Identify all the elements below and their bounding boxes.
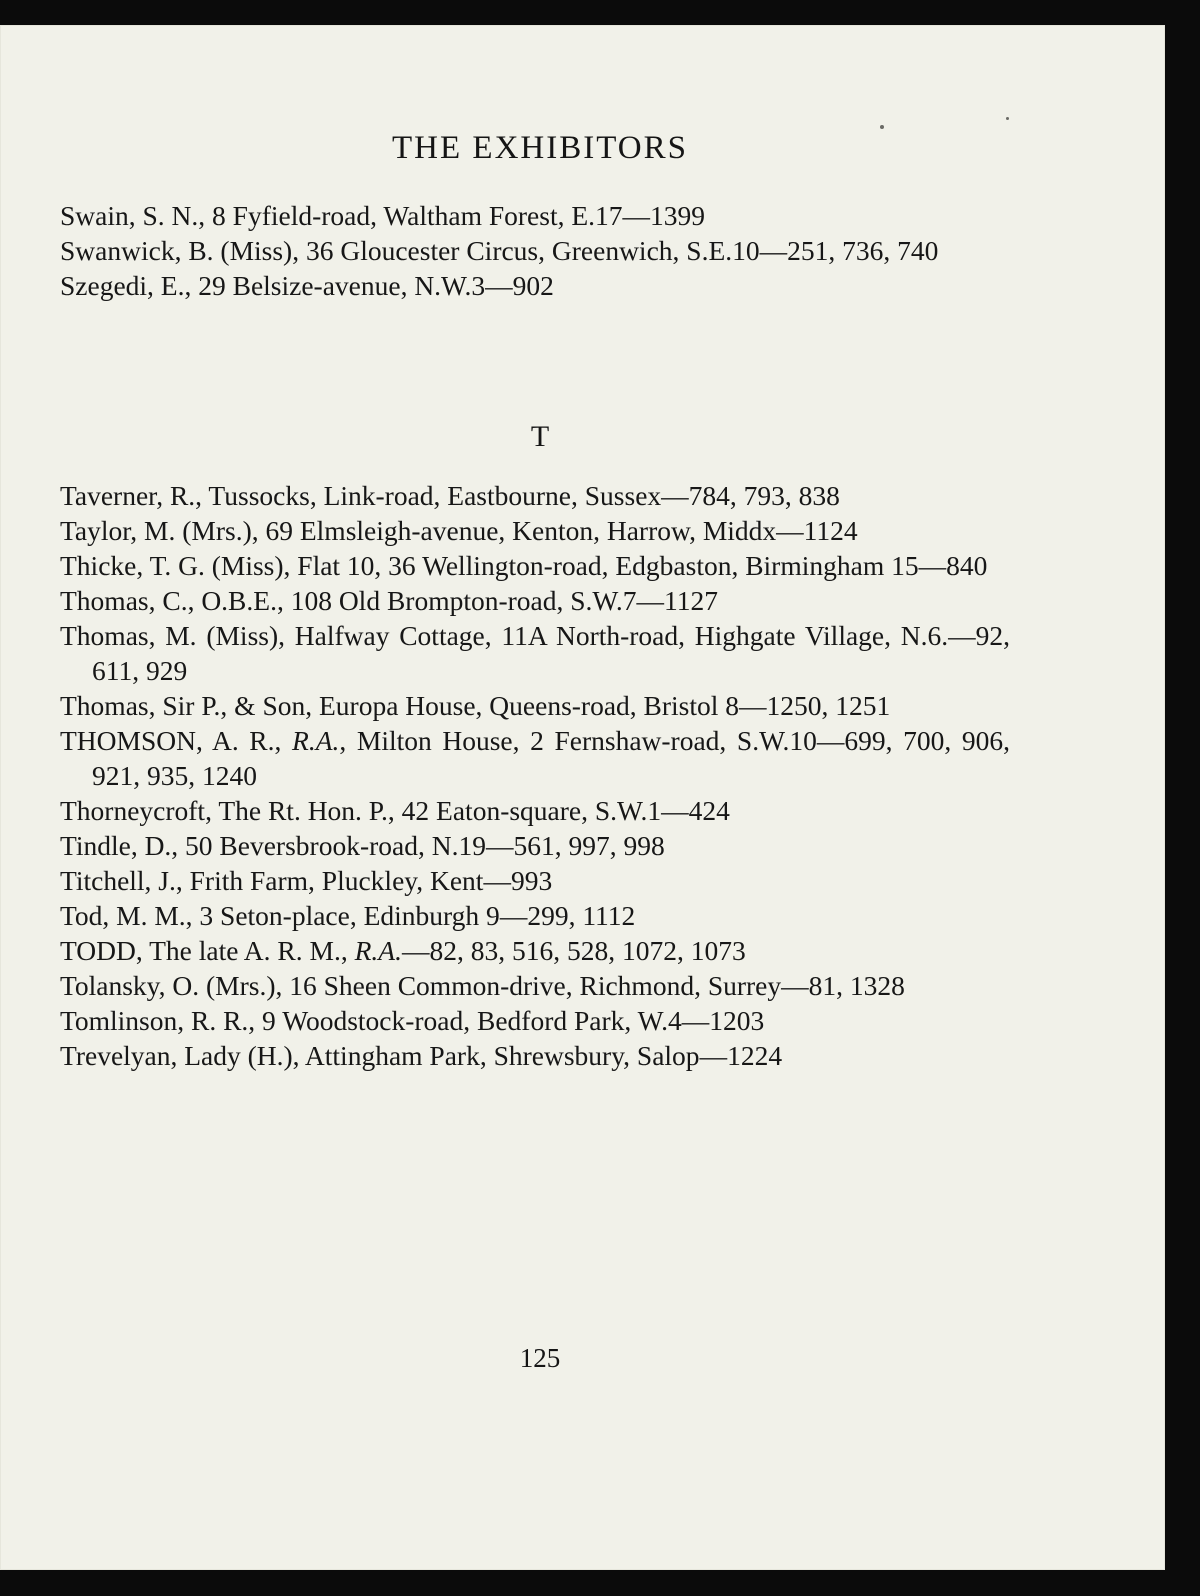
print-speck <box>880 125 884 129</box>
exhibitor-name-address: Thomas, M. (Miss), Halfway Cottage, 11A North-road, Highgate Village, N.6. <box>60 620 949 651</box>
exhibitor-entry <box>60 968 1010 1003</box>
exhibitor-list-t <box>60 478 1010 1073</box>
exhibitor-name-address: Titchell, J., Frith Farm, Pluckley, Kent <box>60 865 484 896</box>
exhibitor-entry <box>60 548 1010 583</box>
catalogue-numbers: —902 <box>485 270 554 301</box>
exhibitor-name-address: Thorneycroft, The Rt. Hon. P., 42 Eaton-square, S.W.1 <box>60 795 662 826</box>
exhibitor-entry <box>60 478 1010 513</box>
exhibitor-entry <box>60 898 1010 933</box>
catalogue-numbers: —92, 611, 929 <box>92 620 1010 686</box>
exhibitor-name-address: Tolansky, O. (Mrs.), 16 Sheen Common-drive, Richmond, Surrey <box>60 970 782 1001</box>
exhibitor-name-address: Thicke, T. G. (Miss), Flat 10, 36 Wellington-road, Edgbaston, Birmingham 15 <box>60 550 919 581</box>
exhibitor-entry <box>60 583 1010 618</box>
section-letter: T <box>530 420 550 453</box>
exhibitor-name-address: TODD, The late A. R. M., <box>60 935 355 966</box>
catalogue-numbers: —993 <box>483 865 553 896</box>
page-title: THE EXHIBITORS <box>392 130 688 166</box>
academician-designation: R.A. <box>292 725 340 756</box>
exhibitor-name-address: Thomas, Sir P., & Son, Europa House, Queens-road, Bristol 8 <box>60 690 740 721</box>
catalogue-numbers: —699, 700, 906, 921, 935, 1240 <box>92 725 1010 791</box>
academician-designation: R.A. <box>354 935 402 966</box>
catalogue-numbers: —1250, 1251 <box>739 690 891 721</box>
exhibitor-entry <box>60 793 1010 828</box>
catalogue-numbers: —1399 <box>622 200 706 231</box>
exhibitor-entry <box>60 688 1010 723</box>
exhibitor-entry <box>60 1038 1010 1073</box>
exhibitor-list-s <box>60 198 1010 303</box>
exhibitor-name-address: Swain, S. N., 8 Fyfield-road, Waltham Forest, E.17 <box>60 200 623 231</box>
exhibitor-name-address: THOMSON, A. R., <box>60 725 293 756</box>
exhibitor-entry <box>60 268 1010 303</box>
catalogue-numbers: —1203 <box>681 1005 765 1036</box>
exhibitor-address: , Milton House, 2 Fernshaw-road, S.W.10 <box>339 725 817 756</box>
exhibitor-entry <box>60 933 1010 968</box>
exhibitor-name-address: Tomlinson, R. R., 9 Woodstock-road, Bedford Park, W.4 <box>60 1005 682 1036</box>
exhibitor-name-address: Tindle, D., 50 Beversbrook-road, N.19 <box>60 830 486 861</box>
page-number: 125 <box>519 1343 561 1373</box>
exhibitor-entry <box>60 828 1010 863</box>
catalogue-numbers: —1127 <box>636 585 718 616</box>
exhibitor-entry <box>60 513 1010 548</box>
exhibitor-name-address: Thomas, C., O.B.E., 108 Old Brompton-road, S.W.7 <box>60 585 637 616</box>
exhibitor-entry <box>60 198 1010 233</box>
exhibitor-name-address: Taylor, M. (Mrs.), 69 Elmsleigh-avenue, Kenton, Harrow, Middx <box>60 515 777 546</box>
catalogue-numbers: —251, 736, 740 <box>759 235 939 266</box>
exhibitor-name-address: Taverner, R., Tussocks, Link-road, Eastbourne, Sussex <box>60 480 662 511</box>
exhibitor-name-address: Swanwick, B. (Miss), 36 Gloucester Circus, Greenwich, S.E.10 <box>60 235 760 266</box>
catalogue-numbers: —299, 1112 <box>499 900 636 931</box>
exhibitor-name-address: Tod, M. M., 3 Seton-place, Edinburgh 9 <box>60 900 500 931</box>
exhibitor-entry <box>60 1003 1010 1038</box>
exhibitor-entry <box>60 723 1010 793</box>
catalogue-numbers: —784, 793, 838 <box>661 480 840 511</box>
catalogue-numbers: —561, 997, 998 <box>485 830 665 861</box>
catalogue-numbers: —840 <box>918 550 988 581</box>
exhibitor-name-address: Szegedi, E., 29 Belsize-avenue, N.W.3 <box>60 270 486 301</box>
print-speck <box>1006 117 1009 120</box>
catalogue-numbers: —424 <box>661 795 730 826</box>
exhibitor-name-address: Trevelyan, Lady (H.), Attingham Park, Shrewsbury, Salop <box>60 1040 700 1071</box>
exhibitor-entry <box>60 618 1010 688</box>
exhibitor-entry <box>60 233 1010 268</box>
exhibitor-entry <box>60 863 1010 898</box>
catalogue-numbers: —1224 <box>699 1040 783 1071</box>
catalogue-numbers: —82, 83, 516, 528, 1072, 1073 <box>401 935 746 966</box>
catalogue-numbers: —1124 <box>776 515 858 546</box>
catalogue-numbers: —81, 1328 <box>781 970 905 1001</box>
